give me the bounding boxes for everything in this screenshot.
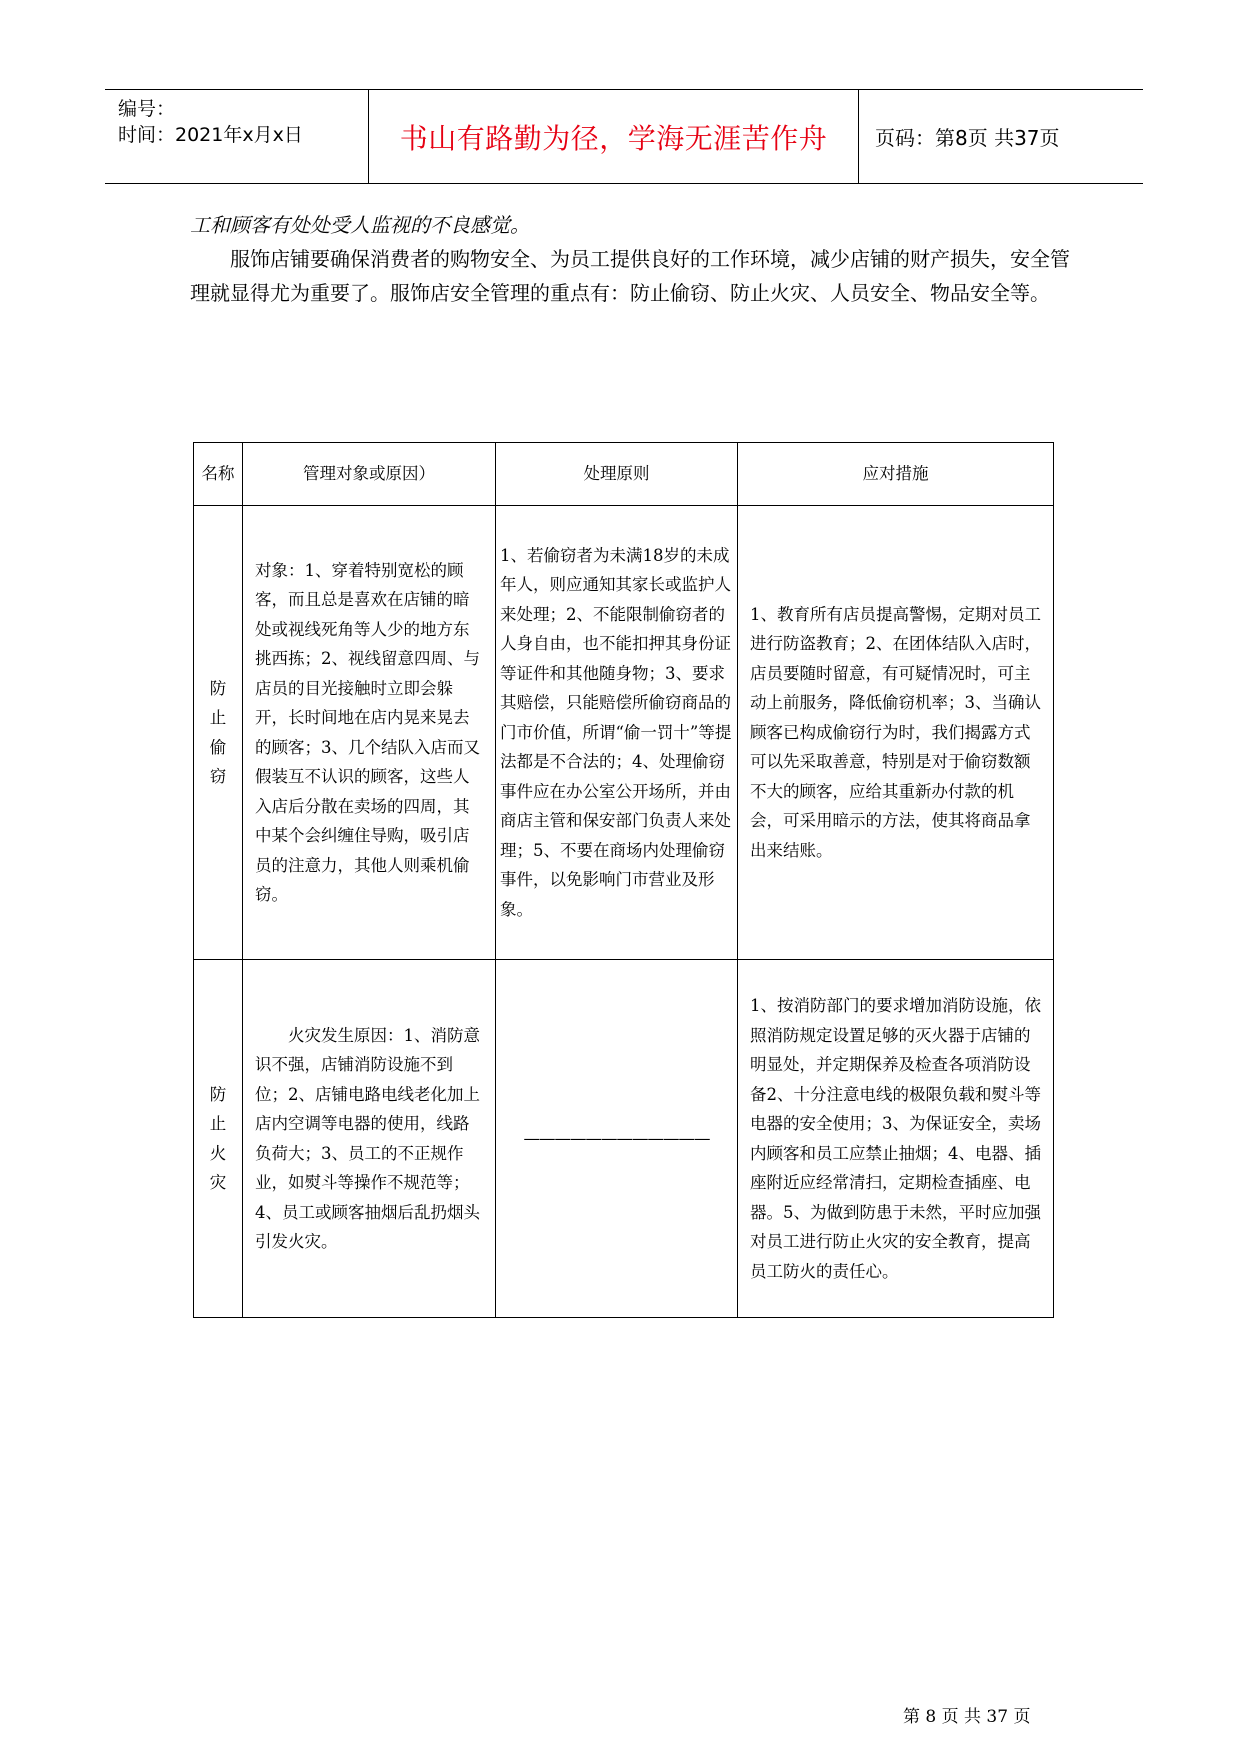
body-line-continued: 工和顾客有处处受人监视的不良感觉。 xyxy=(190,213,530,237)
table-row xyxy=(194,506,1054,960)
page-header xyxy=(105,89,1143,184)
theft-measure: 1、教育所有店员提高警惕，定期对员工进行防盗教育；2、在团体结队入店时，店员要随时留意，有可疑情况时，可主动上前服务，降低偷窃机率；3、当确认顾客已构成偷窃行为时，我们揭露方式可以先采取善意，特别是对于偷窃数额不大的顾客，应给其重新办付款的机会，可采用暗示的方法，使其将商品拿出来结账。 xyxy=(738,506,1054,960)
row-name-char: 防 xyxy=(209,1084,227,1104)
header-measure: 应对措施 xyxy=(738,443,1054,506)
header-name: 名称 xyxy=(194,443,243,506)
row-name-char: 止 xyxy=(209,708,227,727)
fire-principle: ———————————— xyxy=(496,960,738,1318)
table-header-row xyxy=(194,443,1054,506)
header-page-cell xyxy=(859,90,1143,183)
row-name-char: 偷 xyxy=(209,737,227,757)
header-cause: 管理对象或原因） xyxy=(243,443,496,506)
fire-measure: 1、按消防部门的要求增加消防设施，依照消防规定设置足够的灭火器于店铺的明显处，并定期保养及检查各项消防设备2、十分注意电线的极限负载和熨斗等电器的安全使用；3、为保证安全，卖场内顾客和员工应禁止抽烟；4、电器、插座附近应经常清扫，定期检查插座、电器。5、为做到防患于未然，平时应加强对员工进行防止火灾的安全教育，提高员工防火的责任心。 xyxy=(738,960,1054,1318)
row-name-char: 火 xyxy=(209,1143,227,1163)
header-principle: 处理原则 xyxy=(496,443,738,506)
row-name-char: 窃 xyxy=(209,767,227,786)
page-footer: 第 8 页 共 37 页 xyxy=(903,1707,1031,1727)
row-name-theft xyxy=(194,506,243,960)
safety-management-table xyxy=(193,442,1054,1318)
header-motto: 书山有路勤为径，学海无涯苦作舟 xyxy=(399,121,828,155)
fire-cause: 火灾发生原因：1、消防意识不强，店铺消防设施不到位；2、店铺电路电线老化加上店内空调等电器的使用，线路负荷大；3、员工的不正规作业，如熨斗等操作不规范等；4、员工或顾客抽烟后乱扔烟头引发火灾。 xyxy=(243,960,496,1318)
row-name-fire xyxy=(194,960,243,1318)
row-name-char: 止 xyxy=(209,1114,227,1133)
document-time-label: 时间：2021年x月x日 xyxy=(118,124,303,146)
row-name-char: 灾 xyxy=(209,1173,227,1192)
header-motto-cell xyxy=(369,90,859,183)
header-left-cell xyxy=(105,90,369,183)
theft-principle: 1、若偷窃者为未满18岁的未成年人，则应通知其家长或监护人来处理；2、不能限制偷窃者的人身自由，也不能扣押其身份证等证件和其他随身物；3、要求其赔偿，只能赔偿所偷窃商品的门市价值，所谓“偷一罚十”等提法都是不合法的；4、处理偷窃事件应在办公室公开场所，并由商店主管和保安部门负责人来处理；5、不要在商场内处理偷窃事件，以免影响门市营业及形象。 xyxy=(496,506,738,960)
header-page-info: 页码：第8页 共37页 xyxy=(875,126,1060,150)
table-row xyxy=(194,960,1054,1318)
body-paragraph: 服饰店铺要确保消费者的购物安全、为员工提供良好的工作环境，减少店铺的财产损失，安全管理就显得尤为重要了。服饰店安全管理的重点有：防止偷窃、防止火灾、人员安全、物品安全等。 xyxy=(190,247,1070,305)
row-name-char: 防 xyxy=(209,678,227,698)
document-number-label: 编号： xyxy=(118,98,176,120)
theft-cause: 对象：1、穿着特别宽松的顾客，而且总是喜欢在店铺的暗处或视线死角等人少的地方东挑西拣；2、视线留意四周、与店员的目光接触时立即会躲开，长时间地在店内晃来晃去的顾客；3、几个结队入店而又假装互不认识的顾客，这些人入店后分散在卖场的四周，其中某个会纠缠住导购，吸引店员的注意力，其他人则乘机偷窃。 xyxy=(243,506,496,960)
